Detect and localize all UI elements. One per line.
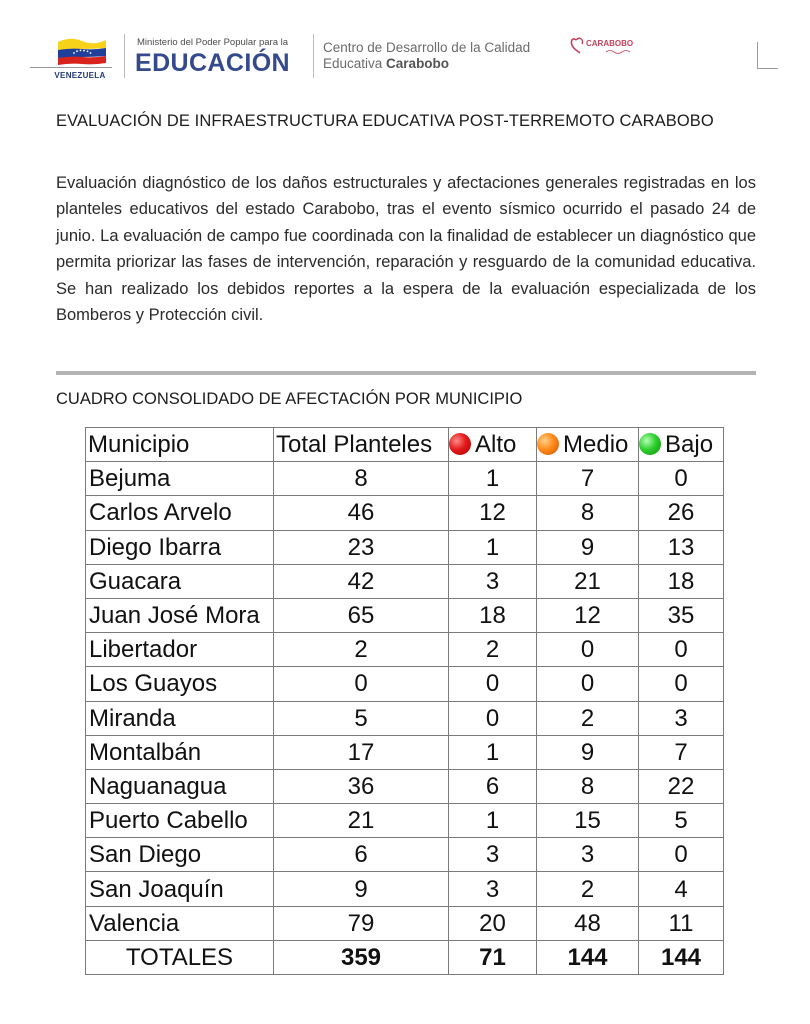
table-row <box>86 530 724 564</box>
cell-bajo: 11 <box>639 906 724 940</box>
cell-medio: 48 <box>537 906 639 940</box>
header-corner-mark <box>757 42 778 69</box>
cell-bajo: 0 <box>639 838 724 872</box>
cell-total: 65 <box>274 598 449 632</box>
header-medio <box>537 428 639 462</box>
cell-medio: 12 <box>537 598 639 632</box>
document-title: EVALUACIÓN DE INFRAESTRUCTURA EDUCATIVA POST-TERREMOTO CARABOBO <box>56 112 714 130</box>
cell-municipio: Juan José Mora <box>86 598 274 632</box>
cell-medio: 15 <box>537 804 639 838</box>
cell-municipio: Naguanagua <box>86 769 274 803</box>
cell-total: 17 <box>274 735 449 769</box>
cell-medio: 9 <box>537 735 639 769</box>
cell-medio: 21 <box>537 564 639 598</box>
cell-alto: 3 <box>449 838 537 872</box>
table-header-row <box>86 428 724 462</box>
header-alto-label: Alto <box>475 431 517 459</box>
header-divider-left <box>30 67 112 68</box>
table-row <box>86 872 724 906</box>
cell-alto: 3 <box>449 564 537 598</box>
page-header <box>0 0 810 95</box>
centro-label <box>323 40 530 72</box>
cell-municipio: San Diego <box>86 838 274 872</box>
header-separator <box>313 34 314 78</box>
table-row <box>86 496 724 530</box>
cell-bajo: 0 <box>639 462 724 496</box>
cell-municipio: Carlos Arvelo <box>86 496 274 530</box>
cell-municipio: San Joaquín <box>86 872 274 906</box>
cell-alto: 1 <box>449 804 537 838</box>
table-body <box>86 462 724 975</box>
education-logo-text: EDUCACIÓN <box>135 49 290 77</box>
cell-alto: 1 <box>449 735 537 769</box>
table-row <box>86 735 724 769</box>
cell-total: 21 <box>274 804 449 838</box>
cell-alto: 0 <box>449 667 537 701</box>
table-row <box>86 598 724 632</box>
cell-alto: 20 <box>449 906 537 940</box>
cell-bajo: 35 <box>639 598 724 632</box>
cell-total: 36 <box>274 769 449 803</box>
totals-medio: 144 <box>537 940 639 974</box>
red-dot-icon <box>449 433 471 455</box>
section-divider <box>56 371 756 375</box>
green-dot-icon <box>639 433 661 455</box>
cell-alto: 0 <box>449 701 537 735</box>
table-row <box>86 804 724 838</box>
table-row <box>86 838 724 872</box>
cell-alto: 18 <box>449 598 537 632</box>
cell-bajo: 3 <box>639 701 724 735</box>
table-row <box>86 906 724 940</box>
cell-total: 79 <box>274 906 449 940</box>
cell-municipio: Los Guayos <box>86 667 274 701</box>
table-title: CUADRO CONSOLIDADO DE AFECTACIÓN POR MUNICIPIO <box>56 390 523 408</box>
totals-alto: 71 <box>449 940 537 974</box>
cell-medio: 3 <box>537 838 639 872</box>
cell-medio: 2 <box>537 872 639 906</box>
carabobo-heart-logo <box>570 34 638 62</box>
cell-municipio: Guacara <box>86 564 274 598</box>
cell-medio: 7 <box>537 462 639 496</box>
cell-alto: 6 <box>449 769 537 803</box>
totals-bajo: 144 <box>639 940 724 974</box>
table-row <box>86 769 724 803</box>
header-alto <box>449 428 537 462</box>
header-total-planteles: Total Planteles <box>274 428 449 462</box>
cell-municipio: Miranda <box>86 701 274 735</box>
cell-total: 0 <box>274 667 449 701</box>
cell-alto: 3 <box>449 872 537 906</box>
cell-municipio: Libertador <box>86 633 274 667</box>
cell-medio: 2 <box>537 701 639 735</box>
cell-bajo: 5 <box>639 804 724 838</box>
document-description: Evaluación diagnóstico de los daños estructurales y afectaciones generales registradas en los planteles educativos del estado Carabobo, tras el evento sísmico ocurrido el pasado 24 de junio. La evaluación de campo fue coordinada con la finalidad de establecer un diagnóstico que permita priorizar las fases de intervención, reparación y resguardo de la comunidad educativa. Se han realizado los debidos reportes a la espera de la evaluación especializada de los Bomberos y Protección civil. <box>56 174 756 325</box>
totals-total: 359 <box>274 940 449 974</box>
centro-line-1: Centro de Desarrollo de la Calidad <box>323 40 531 55</box>
cell-alto: 1 <box>449 530 537 564</box>
cell-total: 2 <box>274 633 449 667</box>
cell-municipio: Valencia <box>86 906 274 940</box>
header-bajo <box>639 428 724 462</box>
cell-total: 23 <box>274 530 449 564</box>
cell-total: 8 <box>274 462 449 496</box>
cell-total: 5 <box>274 701 449 735</box>
totals-row <box>86 940 724 974</box>
orange-dot-icon <box>537 433 559 455</box>
cell-bajo: 22 <box>639 769 724 803</box>
header-municipio: Municipio <box>86 428 274 462</box>
header-separator <box>124 34 125 78</box>
cell-medio: 0 <box>537 667 639 701</box>
cell-bajo: 26 <box>639 496 724 530</box>
cell-municipio: Puerto Cabello <box>86 804 274 838</box>
centro-line-2 <box>323 56 530 72</box>
carabobo-logo-text: CARABOBO <box>586 39 634 48</box>
cell-medio: 8 <box>537 496 639 530</box>
cell-alto: 1 <box>449 462 537 496</box>
ministry-label: Ministerio del Poder Popular para la <box>137 37 289 48</box>
cell-total: 42 <box>274 564 449 598</box>
centro-line-2-prefix: Educativa <box>323 56 387 71</box>
cell-municipio: Montalbán <box>86 735 274 769</box>
venezuela-flag-logo <box>56 36 108 66</box>
table-row <box>86 633 724 667</box>
cell-alto: 2 <box>449 633 537 667</box>
country-label: VENEZUELA <box>54 71 106 80</box>
totals-label: TOTALES <box>86 940 274 974</box>
centro-line-2-bold: Carabobo <box>386 56 450 71</box>
table-row <box>86 462 724 496</box>
cell-bajo: 0 <box>639 667 724 701</box>
cell-medio: 0 <box>537 633 639 667</box>
cell-bajo: 4 <box>639 872 724 906</box>
cell-total: 6 <box>274 838 449 872</box>
cell-municipio: Diego Ibarra <box>86 530 274 564</box>
cell-total: 46 <box>274 496 449 530</box>
table-row <box>86 667 724 701</box>
cell-bajo: 7 <box>639 735 724 769</box>
cell-bajo: 0 <box>639 633 724 667</box>
table-row <box>86 564 724 598</box>
header-bajo-label: Bajo <box>665 431 714 459</box>
cell-municipio: Bejuma <box>86 462 274 496</box>
cell-medio: 9 <box>537 530 639 564</box>
cell-alto: 12 <box>449 496 537 530</box>
cell-bajo: 13 <box>639 530 724 564</box>
table-row <box>86 701 724 735</box>
cell-bajo: 18 <box>639 564 724 598</box>
cell-total: 9 <box>274 872 449 906</box>
cell-medio: 8 <box>537 769 639 803</box>
header-medio-label: Medio <box>563 431 629 459</box>
municipality-damage-table <box>85 427 724 975</box>
